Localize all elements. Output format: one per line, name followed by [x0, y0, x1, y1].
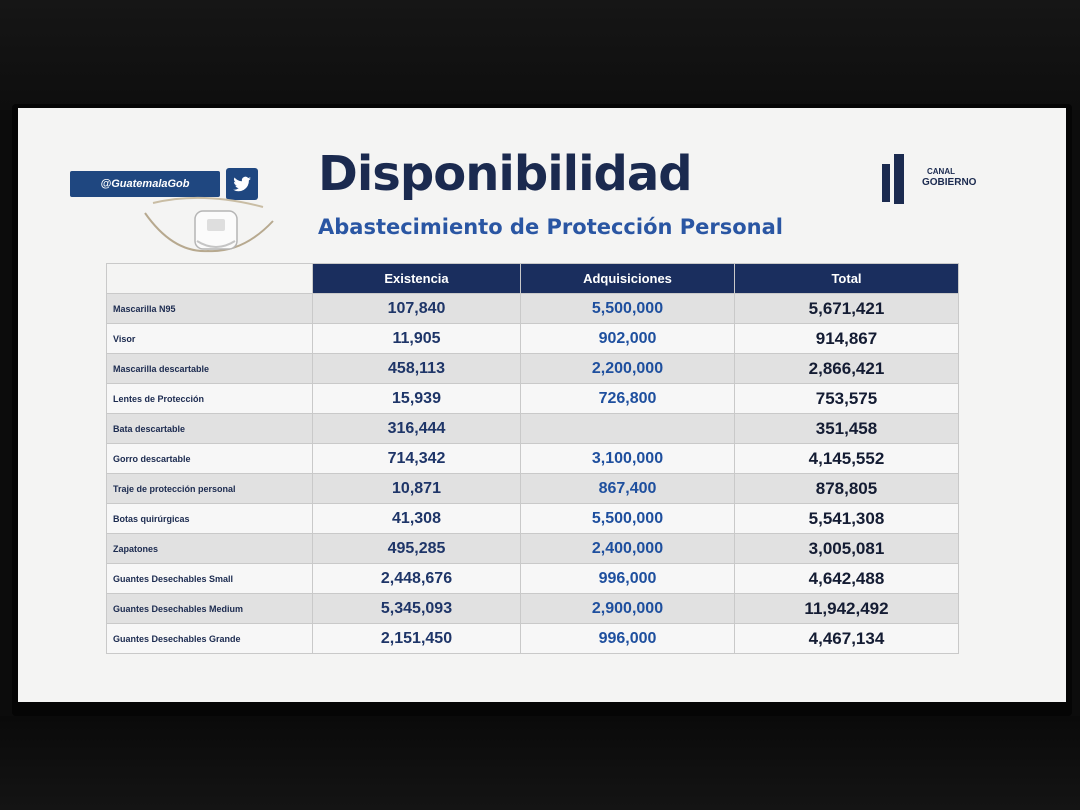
- canal-gobierno-logo-text: [922, 166, 976, 188]
- row-adquisiciones-value: 726,800: [521, 384, 735, 414]
- row-item-label: Zapatones: [107, 534, 313, 564]
- row-item-label: Guantes Desechables Medium: [107, 594, 313, 624]
- header-existencia: Existencia: [313, 264, 521, 294]
- row-existencia-value: 15,939: [313, 384, 521, 414]
- table-row: [107, 474, 959, 504]
- row-existencia-value: 107,840: [313, 294, 521, 324]
- row-adquisiciones-value: 996,000: [521, 624, 735, 654]
- row-existencia-value: 2,448,676: [313, 564, 521, 594]
- row-item-label: Lentes de Protección: [107, 384, 313, 414]
- row-item-label: Guantes Desechables Grande: [107, 624, 313, 654]
- page-title: Disponibilidad: [318, 146, 692, 202]
- header-blank-cell: [107, 264, 313, 294]
- header-adquisiciones: Adquisiciones: [521, 264, 735, 294]
- row-adquisiciones-value: 902,000: [521, 324, 735, 354]
- row-total-value: 5,671,421: [735, 294, 959, 324]
- row-item-label: Visor: [107, 324, 313, 354]
- table-row: [107, 504, 959, 534]
- table-row: [107, 444, 959, 474]
- row-existencia-value: 495,285: [313, 534, 521, 564]
- row-item-label: Botas quirúrgicas: [107, 504, 313, 534]
- row-item-label: Guantes Desechables Small: [107, 564, 313, 594]
- row-adquisiciones-value: 996,000: [521, 564, 735, 594]
- logo-line-canal: CANAL: [927, 167, 955, 176]
- background-wall: [0, 0, 1080, 110]
- canal-gobierno-logo-icon: [880, 152, 916, 206]
- table-row: [107, 594, 959, 624]
- row-adquisiciones-value: 2,900,000: [521, 594, 735, 624]
- row-existencia-value: 316,444: [313, 414, 521, 444]
- table-row: [107, 414, 959, 444]
- table-row: [107, 624, 959, 654]
- row-item-label: Mascarilla descartable: [107, 354, 313, 384]
- row-total-value: 753,575: [735, 384, 959, 414]
- n95-mask-image: [133, 193, 283, 263]
- row-item-label: Traje de protección personal: [107, 474, 313, 504]
- table-row: [107, 294, 959, 324]
- row-total-value: 4,145,552: [735, 444, 959, 474]
- row-item-label: Mascarilla N95: [107, 294, 313, 324]
- ppe-availability-table: [106, 263, 959, 654]
- twitter-handle-badge: @GuatemalaGob: [70, 171, 220, 197]
- row-adquisiciones-value: 867,400: [521, 474, 735, 504]
- row-total-value: 351,458: [735, 414, 959, 444]
- row-adquisiciones-value: 3,100,000: [521, 444, 735, 474]
- row-existencia-value: 41,308: [313, 504, 521, 534]
- row-adquisiciones-value: 2,200,000: [521, 354, 735, 384]
- table-row: [107, 324, 959, 354]
- row-total-value: 3,005,081: [735, 534, 959, 564]
- row-total-value: 11,942,492: [735, 594, 959, 624]
- table-row: [107, 354, 959, 384]
- row-total-value: 4,467,134: [735, 624, 959, 654]
- row-total-value: 4,642,488: [735, 564, 959, 594]
- row-existencia-value: 714,342: [313, 444, 521, 474]
- row-adquisiciones-value: 2,400,000: [521, 534, 735, 564]
- row-adquisiciones-value: [521, 414, 735, 444]
- presentation-slide: [18, 108, 1066, 702]
- table-header-row: [107, 264, 959, 294]
- table-row: [107, 534, 959, 564]
- row-item-label: Bata descartable: [107, 414, 313, 444]
- logo-line-gobierno: GOBIERNO: [922, 177, 977, 188]
- table-row: [107, 384, 959, 414]
- table-row: [107, 564, 959, 594]
- background-floor: [0, 716, 1080, 810]
- row-adquisiciones-value: 5,500,000: [521, 294, 735, 324]
- row-item-label: Gorro descartable: [107, 444, 313, 474]
- header-total: Total: [735, 264, 959, 294]
- row-existencia-value: 5,345,093: [313, 594, 521, 624]
- row-total-value: 2,866,421: [735, 354, 959, 384]
- row-existencia-value: 2,151,450: [313, 624, 521, 654]
- page-subtitle: Abastecimiento de Protección Personal: [318, 215, 783, 239]
- row-total-value: 5,541,308: [735, 504, 959, 534]
- row-existencia-value: 11,905: [313, 324, 521, 354]
- row-total-value: 914,867: [735, 324, 959, 354]
- row-existencia-value: 458,113: [313, 354, 521, 384]
- row-total-value: 878,805: [735, 474, 959, 504]
- row-adquisiciones-value: 5,500,000: [521, 504, 735, 534]
- row-existencia-value: 10,871: [313, 474, 521, 504]
